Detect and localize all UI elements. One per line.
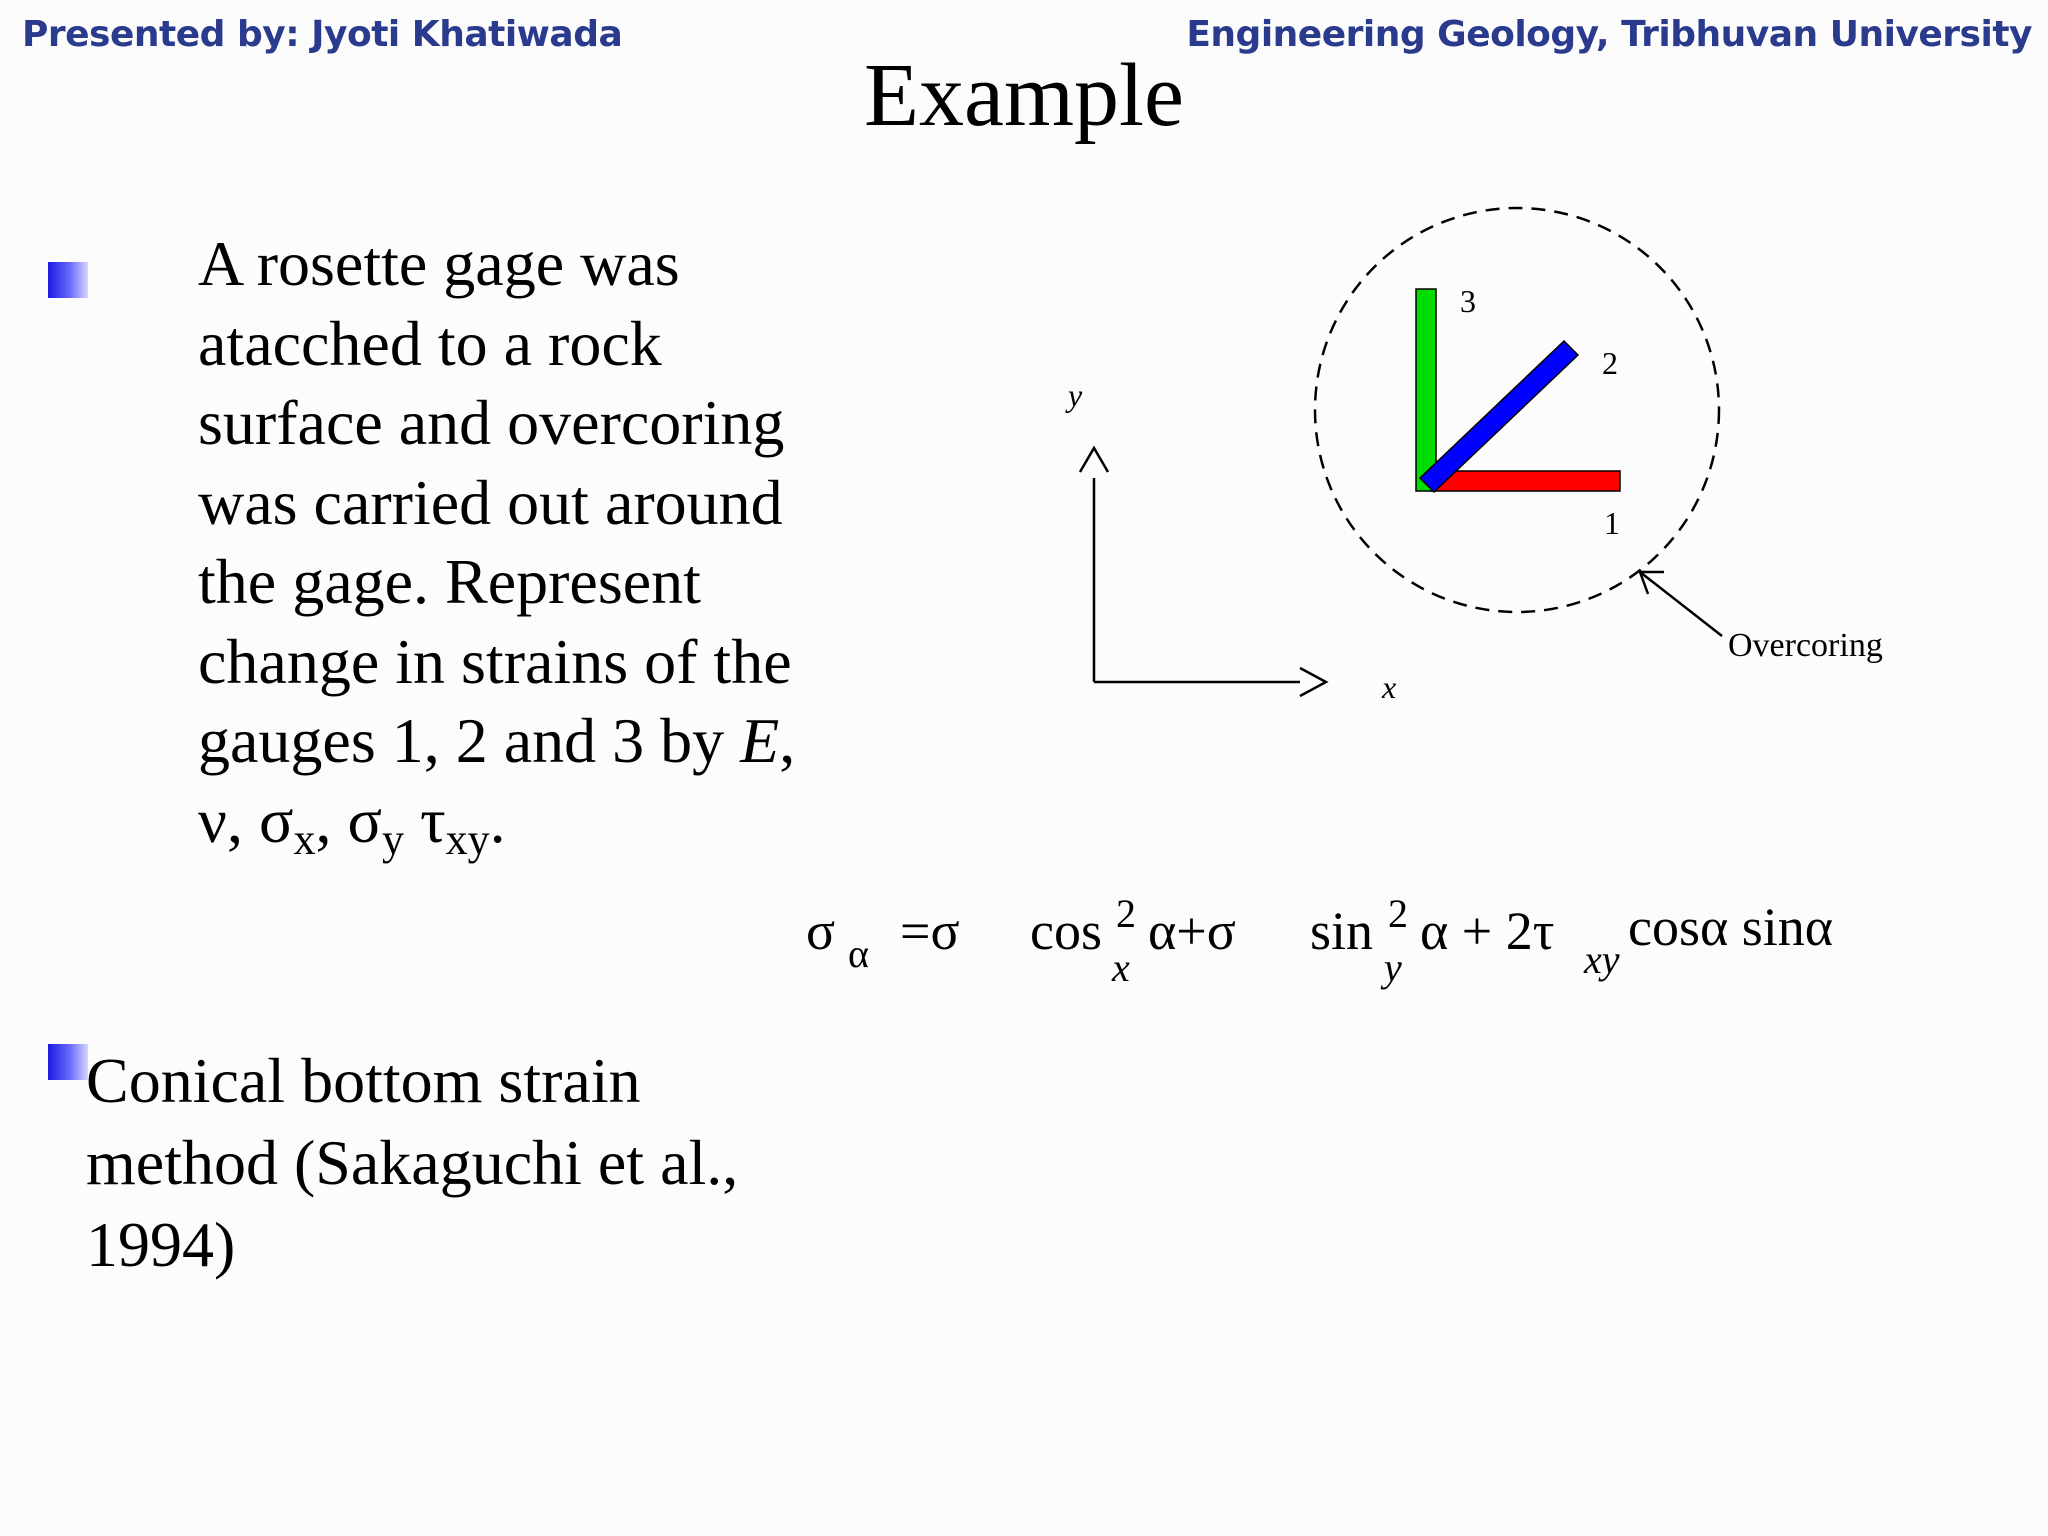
equation-y-subscript: y [1384, 945, 1402, 990]
y-axis-label: y [1068, 377, 1083, 413]
subscript: y [381, 814, 404, 864]
subscript: xy [445, 814, 490, 864]
equation-tail: cosα sinα [1628, 897, 1834, 957]
paragraph-line: 1994) [86, 1209, 236, 1280]
text-run: τ [403, 784, 446, 856]
gauge-2-bar [1420, 341, 1578, 492]
gauge-1-bar [1430, 471, 1620, 491]
y-axis-arrow-icon [1080, 448, 1108, 472]
paragraph-line: change in strains of the [198, 625, 792, 697]
equation-alpha-plus-sigma: α+σ [1148, 901, 1236, 961]
gauge-1-label: 1 [1604, 505, 1620, 541]
equation-alpha-subscript: α [848, 931, 869, 976]
gauge-3-bar [1416, 289, 1436, 491]
paragraph-line: A rosette gage was [198, 228, 680, 299]
equation-sigma: σ [806, 901, 836, 961]
equation-sin: sin [1310, 901, 1374, 961]
overcoring-label: Overcoring [1728, 627, 1883, 664]
equation-cos: cos [1030, 901, 1102, 961]
text-run: gauges 1, 2 and 3 by [198, 705, 741, 776]
gauge-2-label: 2 [1602, 345, 1618, 381]
paragraph-line: Conical bottom strain [86, 1045, 641, 1116]
text-run: , σ [315, 784, 382, 856]
gauge-3-label: 3 [1460, 283, 1476, 319]
institution-credit: Engineering Geology, Tribhuvan University [1186, 14, 2032, 55]
paragraph-line: the gage. Represent [198, 546, 701, 617]
equation-equals-sigma: =σ [900, 901, 960, 961]
paragraph-line: surface and overcoring [198, 387, 785, 458]
modulus-symbol: E [740, 705, 780, 776]
paragraph-line: was carried out around [198, 466, 783, 538]
subscript: x [293, 814, 316, 864]
slide-title: Example [864, 46, 1184, 145]
text-run: ν, σ [198, 784, 294, 856]
x-axis-label: x [1382, 669, 1397, 705]
text-run: , [779, 705, 796, 776]
equation-xy-subscript: xy [1584, 937, 1620, 982]
paragraph-line: atacched to a rock [198, 307, 662, 379]
x-axis-arrow-icon [1300, 668, 1326, 696]
text-run: . [489, 784, 506, 856]
equation-x-subscript: x [1112, 945, 1130, 990]
presenter-credit: Presented by: Jyoti Khatiwada [22, 14, 623, 55]
equation-square-1: 2 [1116, 891, 1136, 936]
paragraph-line: method (Sakaguchi et al., [86, 1127, 739, 1198]
equation-square-2: 2 [1388, 891, 1408, 936]
equation-alpha-plus-2tau: α + 2τ [1420, 901, 1555, 961]
overcoring-pointer [1640, 572, 1722, 636]
